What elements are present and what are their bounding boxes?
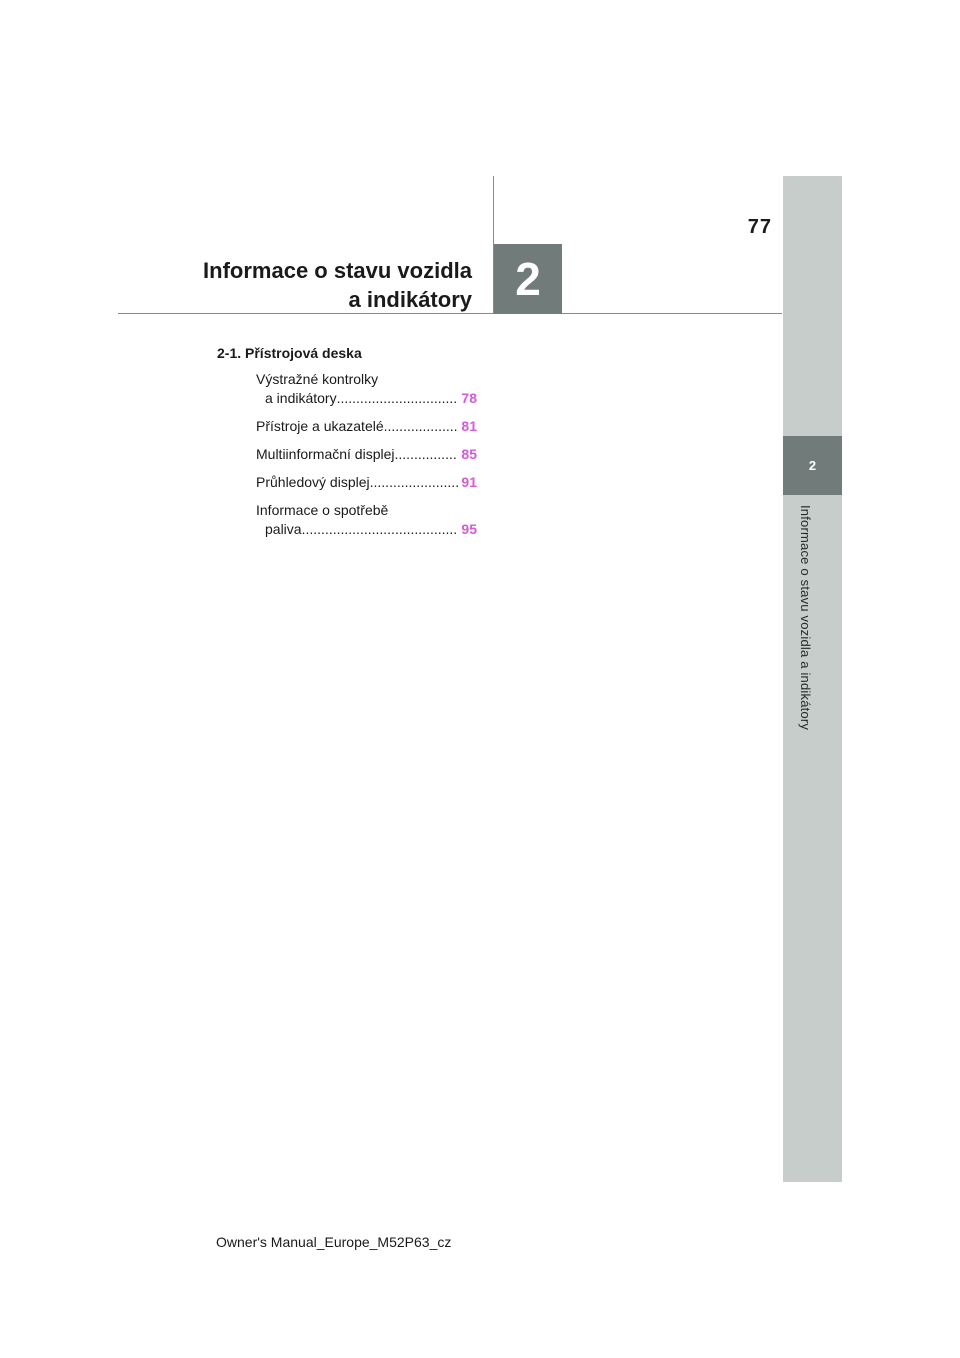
page-number: 77	[747, 216, 772, 238]
toc-page-link[interactable]: 85	[461, 446, 477, 462]
toc-page-link[interactable]: 78	[461, 390, 477, 406]
chapter-title-line2: a indikátory	[348, 287, 472, 312]
toc-entry[interactable]	[256, 370, 477, 408]
toc-leader-dots	[384, 417, 459, 436]
toc-page-link[interactable]: 81	[461, 418, 477, 434]
toc-leader-dots	[337, 389, 459, 408]
toc-entry[interactable]	[256, 473, 477, 492]
toc-entry-title-cont: paliva	[265, 521, 302, 537]
toc-entry-title: Přístroje a ukazatelé	[256, 418, 384, 434]
toc-page-link[interactable]: 91	[461, 474, 477, 490]
footer-document-id: Owner's Manual_Europe_M52P63_cz	[216, 1234, 452, 1250]
chapter-title-line1: Informace o stavu vozidla	[203, 258, 472, 283]
toc-entry[interactable]	[256, 501, 477, 539]
toc-leader-dots	[302, 520, 459, 539]
toc-entry-title: Výstražné kontrolky	[256, 371, 379, 387]
table-of-contents	[217, 345, 477, 548]
toc-leader-dots	[395, 445, 459, 464]
chapter-title	[150, 256, 472, 314]
toc-section-heading: 2-1. Přístrojová deska	[217, 345, 362, 361]
toc-page-link[interactable]: 95	[461, 521, 477, 537]
toc-entry-title-cont: a indikátory	[265, 390, 337, 406]
toc-entry-title: Multiinformační displej	[256, 446, 395, 462]
side-tab-number[interactable]: 2	[783, 436, 842, 495]
side-tab-label: Informace o stavu vozidla a indikátory	[798, 505, 813, 731]
chapter-number-box: 2	[494, 244, 562, 314]
toc-leader-dots	[370, 473, 459, 492]
toc-entry-title: Průhledový displej	[256, 474, 370, 490]
toc-entry[interactable]	[256, 445, 477, 464]
toc-entry-title: Informace o spotřebě	[256, 502, 389, 518]
toc-entry[interactable]	[256, 417, 477, 436]
